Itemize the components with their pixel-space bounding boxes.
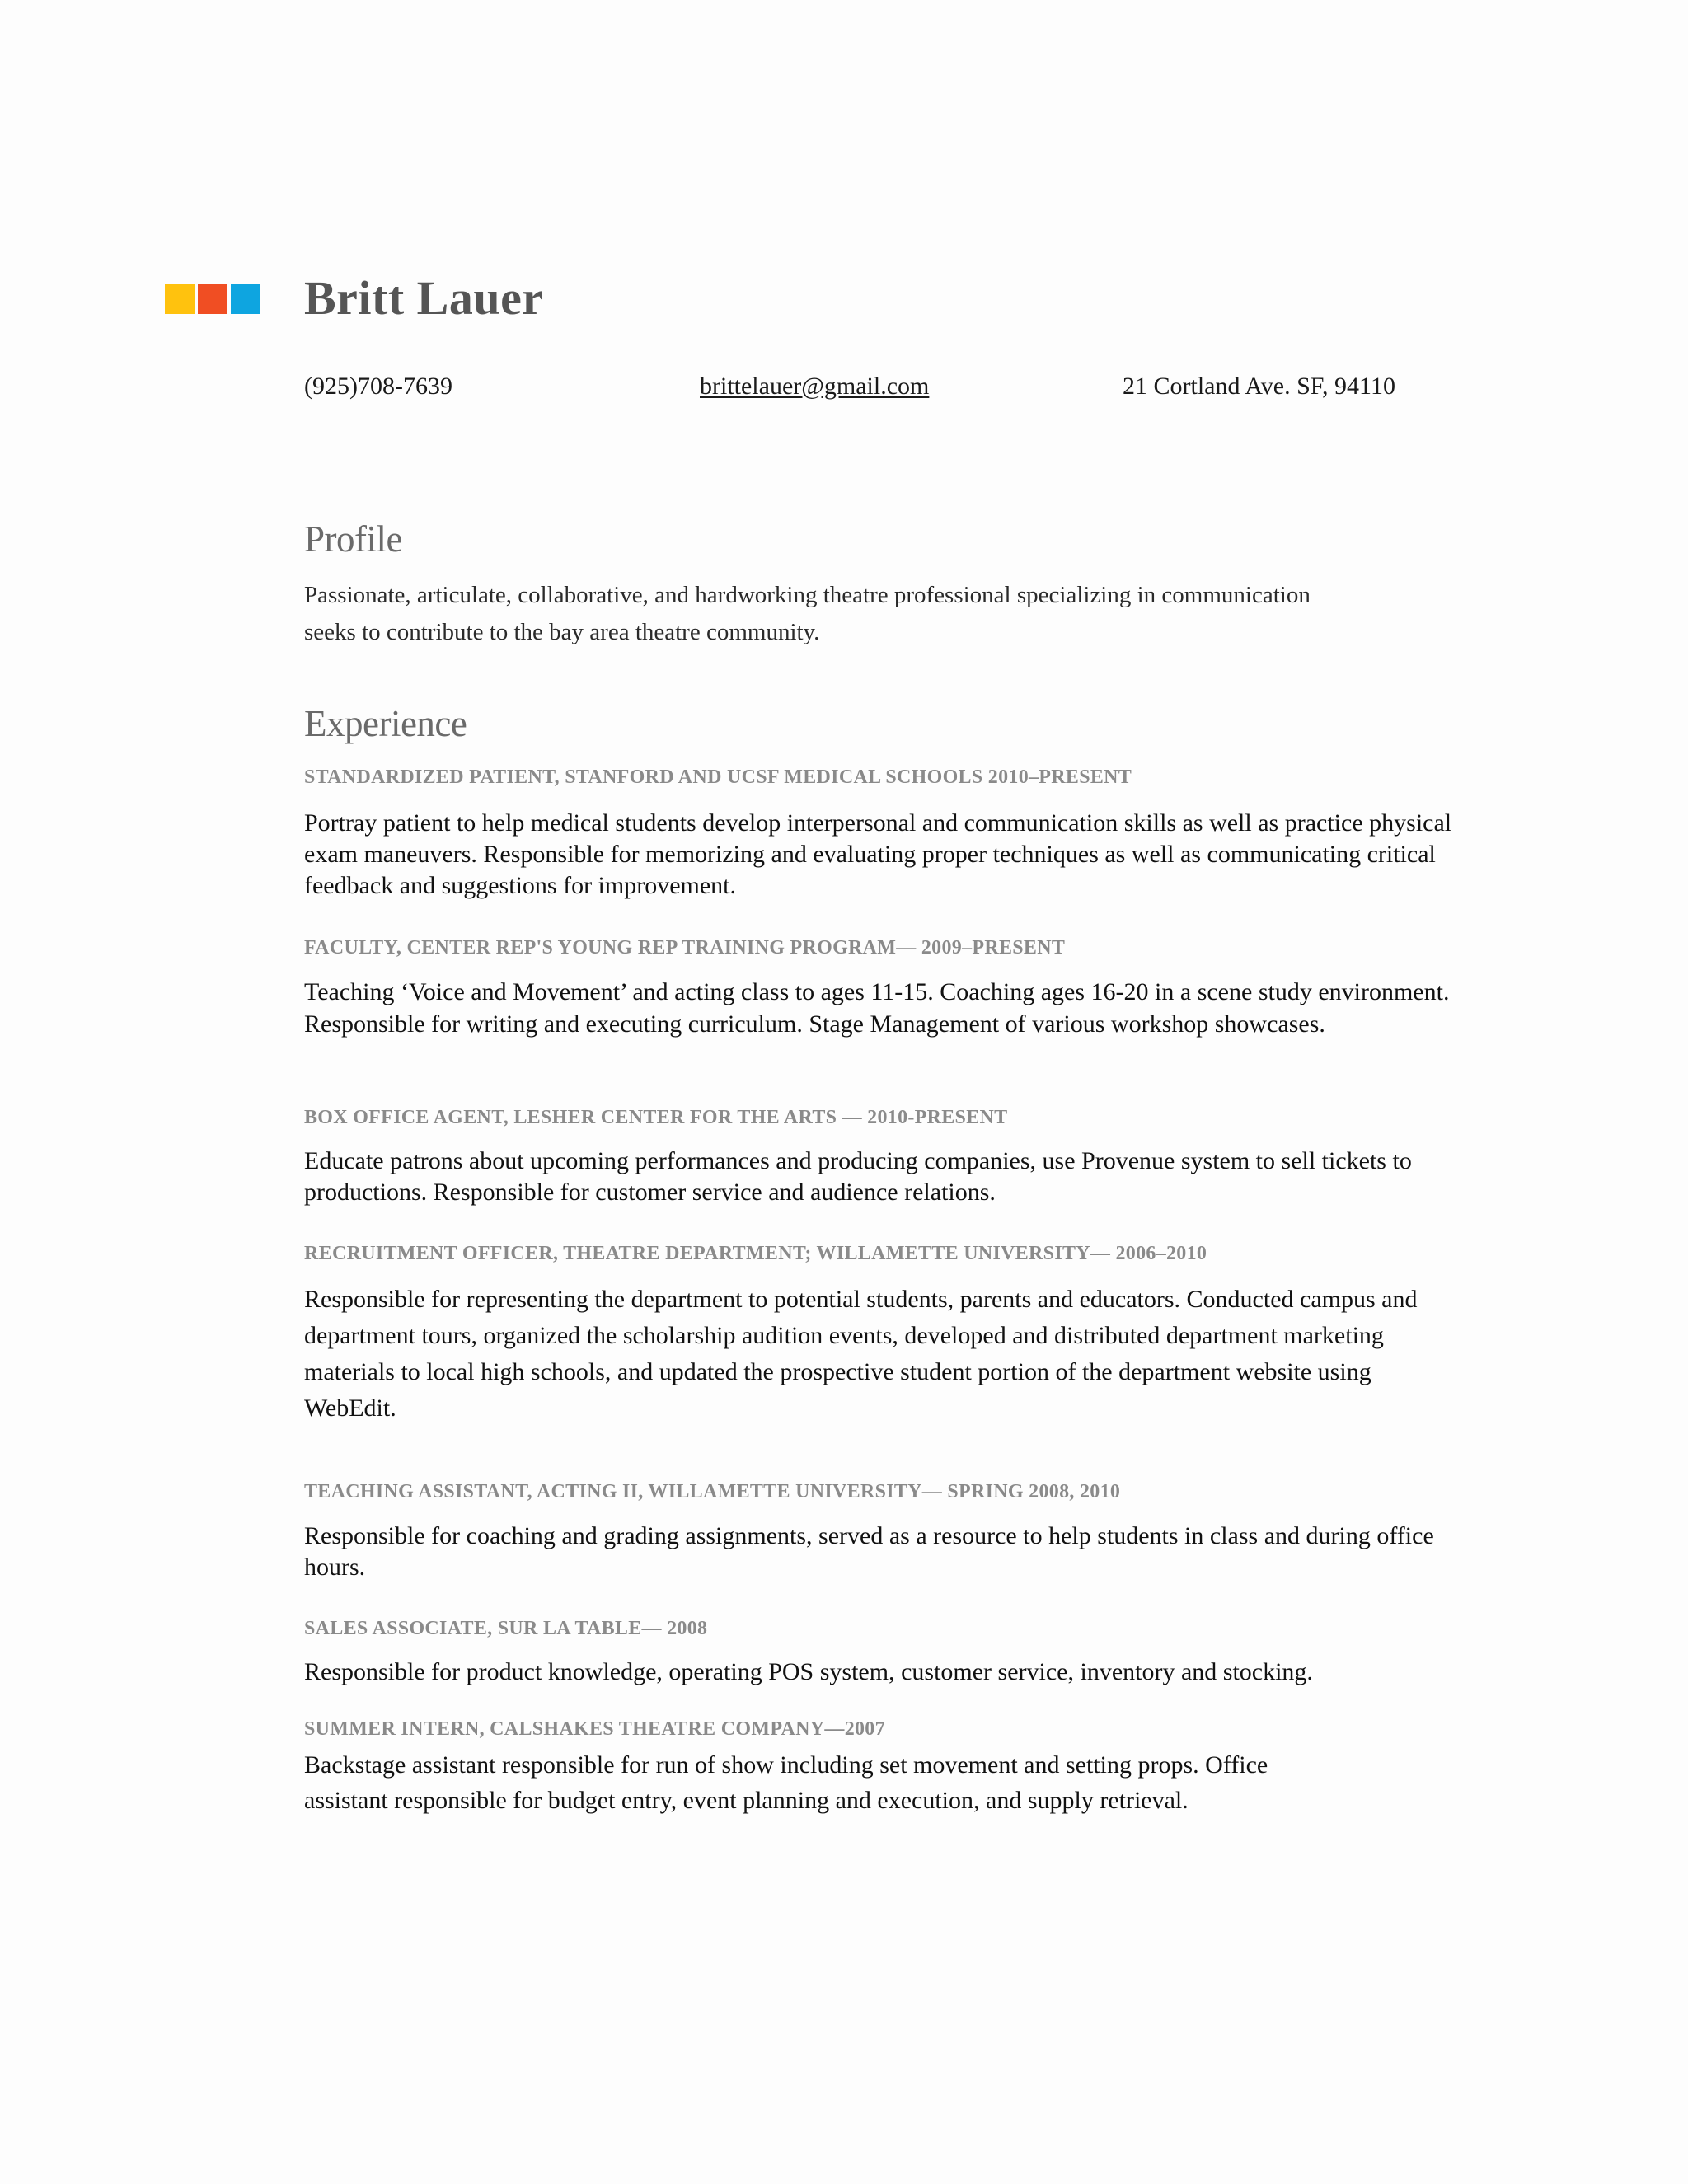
job-title: SALES ASSOCIATE, SUR LA TABLE— 2008 — [304, 1618, 708, 1639]
blue-block — [231, 284, 260, 314]
job-title: BOX OFFICE AGENT, LESHER CENTER FOR THE ARTS — 2010-PRESENT — [304, 1107, 1008, 1128]
profile-text: Passionate, articulate, collaborative, and hardworking theatre professional specializing in communication seeks to contribute to the bay area theatre community. — [304, 582, 1311, 645]
email-link[interactable]: brittelauer@gmail.com — [700, 373, 930, 400]
job-title: FACULTY, CENTER REP'S YOUNG REP TRAINING PROGRAM— 2009–PRESENT — [304, 937, 1066, 958]
job-description: Responsible for coaching and grading assignments, served as a resource to help students in class and during office hours. — [304, 1522, 1434, 1581]
job-description: Responsible for representing the department to potential students, parents and educators. Conducted campus and department tours, organized the scholarship audition events, developed and distributed department marketing materials to local high schools, and updated the prospective student portion of the department website using WebEdit. — [304, 1286, 1418, 1422]
accent-color-blocks — [165, 284, 260, 314]
job-title: TEACHING ASSISTANT, ACTING II, WILLAMETTE UNIVERSITY— SPRING 2008, 2010 — [304, 1481, 1121, 1502]
candidate-name: Britt Lauer — [304, 271, 544, 325]
profile-heading: Profile — [304, 518, 402, 560]
yellow-block — [165, 284, 195, 314]
job-description: Educate patrons about upcoming performances and producing companies, use Provenue system to sell tickets to productions. Responsible for customer service and audience relations. — [304, 1147, 1412, 1206]
red-block — [198, 284, 227, 314]
job-title: RECRUITMENT OFFICER, THEATRE DEPARTMENT; WILLAMETTE UNIVERSITY— 2006–2010 — [304, 1243, 1207, 1264]
job-title: SUMMER INTERN, CALSHAKES THEATRE COMPANY—2007 — [304, 1718, 885, 1740]
phone-number: (925)708-7639 — [304, 373, 452, 400]
job-title: STANDARDIZED PATIENT, STANFORD AND UCSF MEDICAL SCHOOLS 2010–PRESENT — [304, 766, 1132, 788]
job-description: Responsible for product knowledge, operating POS system, customer service, inventory and stocking. — [304, 1658, 1313, 1685]
job-description: Backstage assistant responsible for run of show including set movement and setting props. Office assistant responsible for budget entry, event planning and execution, and supply retrieval. — [304, 1751, 1268, 1814]
address: 21 Cortland Ave. SF, 94110 — [1123, 373, 1395, 400]
job-description: Portray patient to help medical students develop interpersonal and communication skills as well as practice physical exam maneuvers. Responsible for memorizing and evaluating proper techniques as well as communicating critical feedback and suggestions for improvement. — [304, 809, 1452, 899]
experience-heading: Experience — [304, 703, 467, 744]
job-description: Teaching ‘Voice and Movement’ and acting class to ages 11-15. Coaching ages 16-20 in a scene study environment. Responsible for writing and executing curriculum. Stage Management of various workshop showcases. — [304, 978, 1450, 1038]
